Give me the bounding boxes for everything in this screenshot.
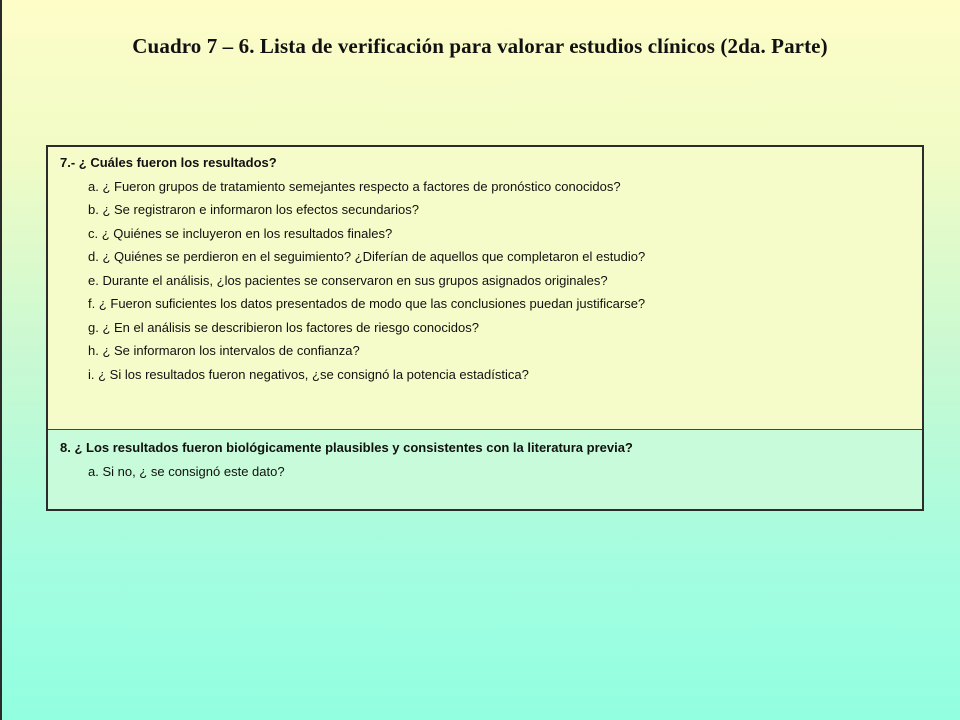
checklist-table xyxy=(46,145,924,511)
slide-edge-line xyxy=(0,0,2,720)
checklist-item-g: g. ¿ En el análisis se describieron los factores de riesgo conocidos? xyxy=(88,319,479,335)
checklist-item-e: e. Durante el análisis, ¿los pacientes se conservaron en sus grupos asignados originales? xyxy=(88,272,608,288)
checklist-item-h: h. ¿ Se informaron los intervalos de confianza? xyxy=(88,343,360,358)
checklist-item-8a: a. Si no, ¿ se consignó este dato? xyxy=(88,463,285,479)
checklist-item-c: c. ¿ Quiénes se incluyeron en los resultados finales? xyxy=(88,225,393,241)
section-results-heading: 7.- ¿ Cuáles fueron los resultados? xyxy=(60,155,277,170)
section-plausibility-heading: 8. ¿ Los resultados fueron biológicamente plausibles y consistentes con la literatura previa? xyxy=(60,440,633,455)
checklist-item-d: d. ¿ Quiénes se perdieron en el seguimiento? ¿Diferían de aquellos que completaron el estudio? xyxy=(88,249,646,264)
checklist-item-i: i. ¿ Si los resultados fueron negativos, ¿se consignó la potencia estadística? xyxy=(88,366,529,382)
section-results xyxy=(48,147,922,430)
slide-title: Cuadro 7 – 6. Lista de verificación para valorar estudios clínicos (2da. Parte) xyxy=(132,34,828,58)
checklist-item-f: f. ¿ Fueron suficientes los datos presentados de modo que las conclusiones puedan justificarse? xyxy=(88,296,646,311)
checklist-item-b: b. ¿ Se registraron e informaron los efectos secundarios? xyxy=(88,202,419,217)
checklist-item-a: a. ¿ Fueron grupos de tratamiento semejantes respecto a factores de pronóstico conocidos? xyxy=(88,178,621,194)
section-plausibility xyxy=(48,430,922,509)
